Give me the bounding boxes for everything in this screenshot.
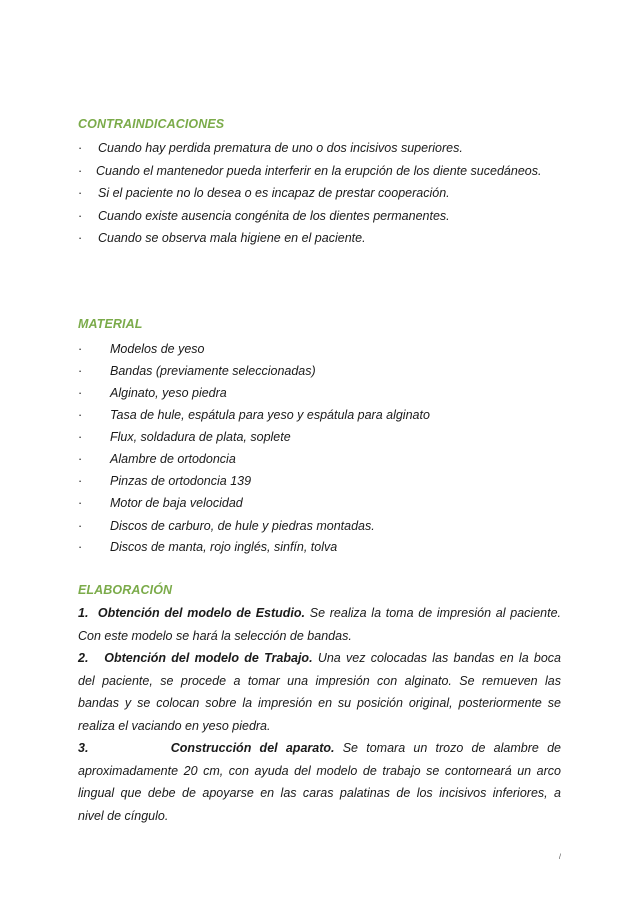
step-number: 3. xyxy=(78,741,89,755)
bullet-symbol: · xyxy=(78,342,83,356)
bullet-symbol: · xyxy=(78,519,83,533)
material-text: Alambre de ortodoncia xyxy=(110,452,236,466)
step-text: Se realiza la toma de impresión al paciente. xyxy=(309,606,561,620)
contraindicacion-text: Cuando el mantenedor pueda interferir en la erupción de los diente sucedáneos. xyxy=(96,164,542,178)
page-number: / xyxy=(559,854,561,861)
bullet-symbol: · xyxy=(78,186,83,200)
material-text: Pinzas de ortodoncia 139 xyxy=(110,474,252,488)
step-text-line: aproximadamente 20 cm, con ayuda del modelo de trabajo se contorneará un arco xyxy=(78,763,561,778)
material-heading: MATERIAL xyxy=(78,317,143,331)
step-title: Obtención del modelo de Estudio. xyxy=(97,606,305,620)
step-first-line xyxy=(78,647,561,670)
bullet-symbol: · xyxy=(78,209,83,223)
bullet-symbol: · xyxy=(78,386,83,400)
step-number: 1. xyxy=(78,606,89,620)
step-number: 2. xyxy=(78,651,89,665)
step-text-line: realiza el vaciando en yeso piedra. xyxy=(78,718,271,733)
bullet-symbol: · xyxy=(78,231,83,245)
step-text-line: nivel de cíngulo. xyxy=(78,808,169,823)
bullet-symbol: · xyxy=(78,496,83,510)
step-text: Se tomara un trozo de alambre de xyxy=(342,741,561,755)
elaboracion-step xyxy=(78,647,561,737)
bullet-symbol: · xyxy=(78,430,83,444)
step-text-line: del paciente, se procede a tomar una impresión con alginato. Se remueven las xyxy=(78,673,561,688)
contraindicacion-text: Cuando se observa mala higiene en el paciente. xyxy=(98,231,366,245)
step-title: Obtención del modelo de Trabajo. xyxy=(104,651,313,665)
material-text: Bandas (previamente seleccionadas) xyxy=(110,364,316,378)
material-text: Flux, soldadura de plata, soplete xyxy=(110,430,291,444)
bullet-symbol: · xyxy=(78,452,83,466)
bullet-symbol: · xyxy=(78,474,83,488)
material-text: Discos de carburo, de hule y piedras montadas. xyxy=(110,519,375,533)
material-text: Modelos de yeso xyxy=(110,342,205,356)
material-text: Alginato, yeso piedra xyxy=(110,386,227,400)
elaboracion-heading: ELABORACIÓN xyxy=(78,583,173,597)
contraindicacion-text: Si el paciente no lo desea o es incapaz de prestar cooperación. xyxy=(98,186,450,200)
step-text-line: lingual que debe de apoyarse en las caras palatinas de los incisivos inferiores, a xyxy=(78,786,561,800)
elaboracion-step xyxy=(78,602,561,647)
contraindicacion-text: Cuando hay perdida prematura de uno o dos incisivos superiores. xyxy=(98,141,463,155)
bullet-symbol: · xyxy=(78,364,83,378)
elaboracion-step xyxy=(78,737,561,827)
material-text: Discos de manta, rojo inglés, sinfín, tolva xyxy=(110,540,338,554)
step-first-line xyxy=(78,602,561,625)
bullet-symbol: · xyxy=(78,141,83,155)
step-text-line: Con este modelo se hará la selección de bandas. xyxy=(78,628,352,643)
material-text: Motor de baja velocidad xyxy=(110,496,243,510)
step-text: Una vez colocadas las bandas en la boca xyxy=(317,651,562,665)
bullet-symbol: · xyxy=(78,164,83,178)
material-text: Tasa de hule, espátula para yeso y espátula para alginato xyxy=(110,408,430,422)
bullet-symbol: · xyxy=(78,540,83,554)
contraindicaciones-heading: CONTRAINDICACIONES xyxy=(78,117,225,131)
step-title: Construcción del aparato. xyxy=(170,741,335,755)
contraindicacion-text: Cuando existe ausencia congénita de los dientes permanentes. xyxy=(98,209,450,223)
step-text-line: bandas y se colocan sobre la impresión en su posición original, posteriormente se xyxy=(78,696,561,710)
bullet-symbol: · xyxy=(78,408,83,422)
step-first-line xyxy=(78,737,561,760)
